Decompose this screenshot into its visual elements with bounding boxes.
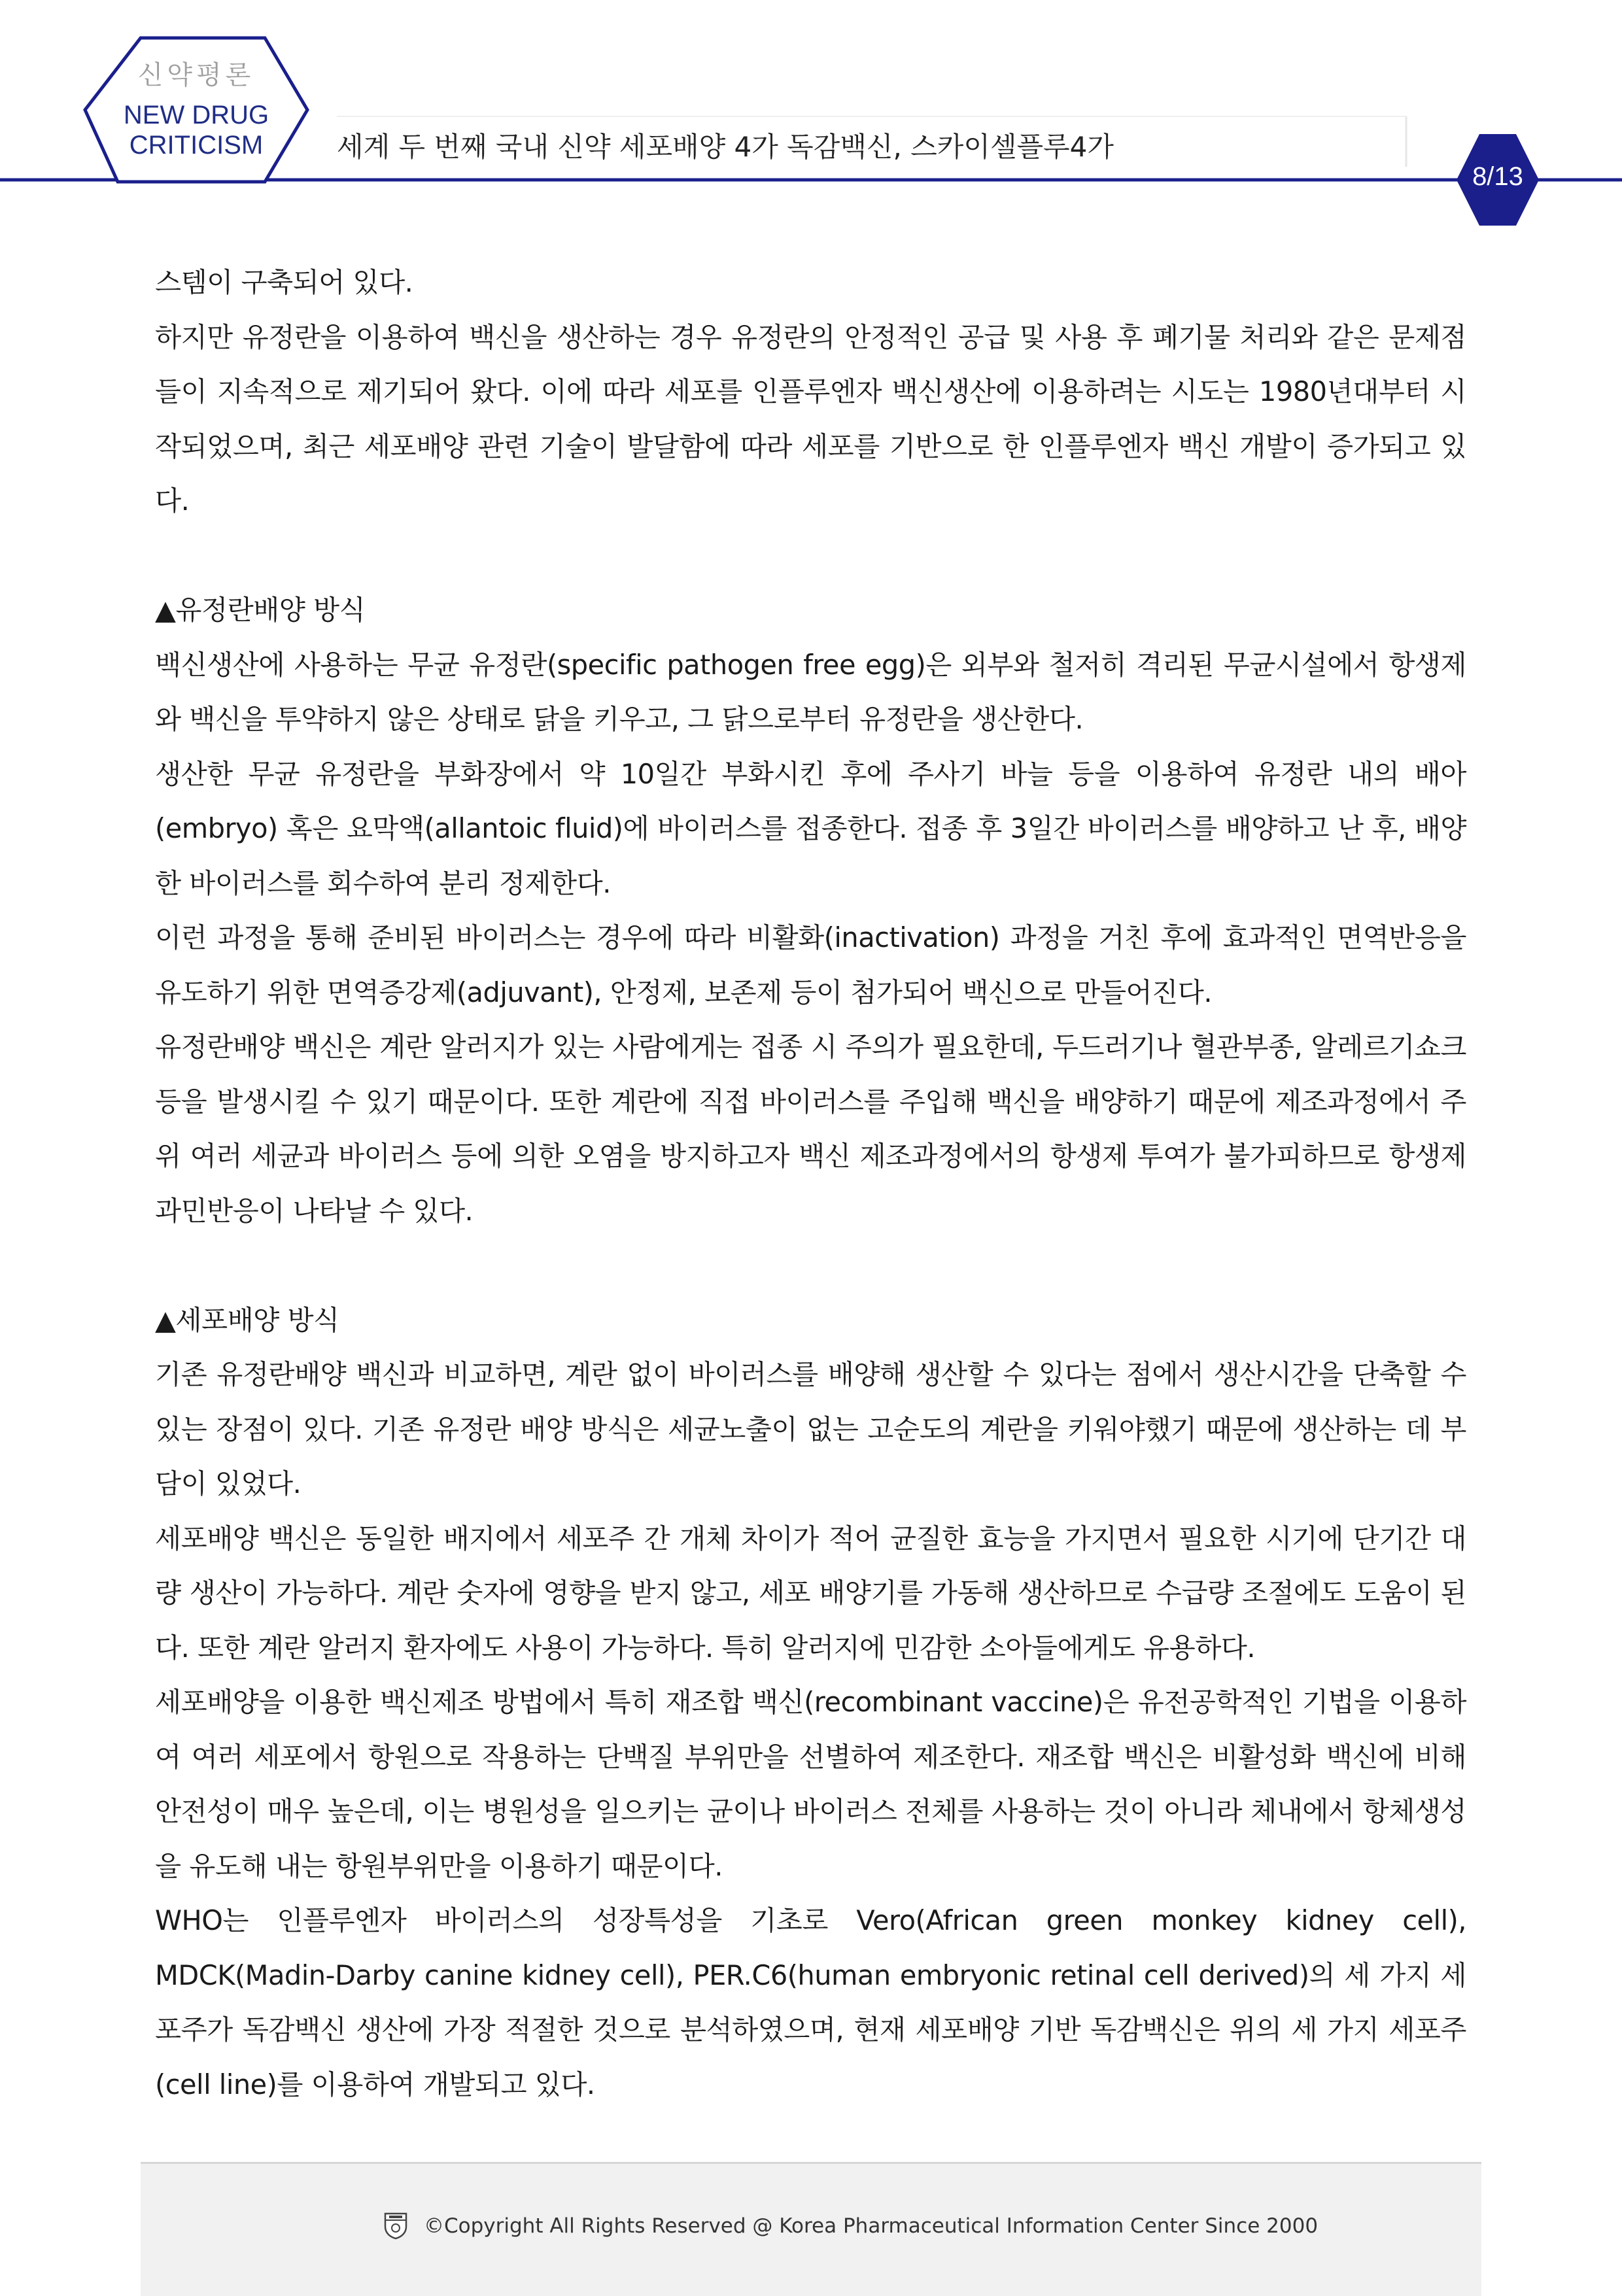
article-title: 세계 두 번째 국내 신약 세포배양 4가 독감백신, 스카이셀플루4가	[337, 131, 1114, 163]
logo-korean: 신약평론	[137, 61, 255, 90]
paragraph: 하지만 유정란을 이용하여 백신을 생산하는 경우 유정란의 안정적인 공급 및 사용 후 폐기물 처리와 같은 문제점들이 지속적으로 제기되어 왔다. 이에 따라 세포를 인플루엔자 백신생산에 이용하려는 시도는 1980년대부터 시작되었으며, 최근 세포배양 관련 기술이 발달함에 따라 세포를 기반으로 한 인플루엔자 백신 개발이 증가되고 있다.	[155, 320, 1466, 517]
copyright-text: ©Copyright All Rights Reserved @ Korea Pharmaceutical Information Center Since 2000	[424, 2214, 1319, 2238]
section-heading-cell: ▲세포배양 방식	[155, 1303, 339, 1336]
article-body	[155, 255, 1466, 2112]
paragraph: WHO는 인플루엔자 바이러스의 성장특성을 기초로 Vero(African green monkey kidney cell), MDCK(Madin-Darby canine kidney cell), PER.C6(human embryonic retinal cell derived)의 세 가지 세포주가 독감백신 생산에 가장 적절한 것으로 분석하였으며, 현재 세포배양 기반 독감백신은 위의 세 가지 세포주(cell line)를 이용하여 개발되고 있다.	[155, 1904, 1466, 2100]
section-heading-egg: ▲유정란배양 방식	[155, 594, 366, 626]
logo	[98, 62, 294, 160]
paragraph: 백신생산에 사용하는 무균 유정란(specific pathogen free egg)은 외부와 철저히 격리된 무균시설에서 항생제와 백신을 투약하지 않은 상태로 닭을 키우고, 그 닭으로부터 유정란을 생산한다.	[155, 648, 1466, 735]
page-number: 8/13	[1472, 162, 1523, 191]
paragraph: 세포배양을 이용한 백신제조 방법에서 특히 재조합 백신(recombinant vaccine)은 유전공학적인 기법을 이용하여 여러 세포에서 항원으로 작용하는 단백질 부위만을 선별하여 제조한다. 재조합 백신은 비활성화 백신에 비해 안전성이 매우 높은데, 이는 병원성을 일으키는 균이나 바이러스 전체를 사용하는 것이 아니라 체내에서 항체생성을 유도해 내는 항원부위만을 이용하기 때문이다.	[155, 1686, 1466, 1882]
paragraph: 스템이 구축되어 있다.	[155, 266, 413, 298]
paragraph: 이런 과정을 통해 준비된 바이러스는 경우에 따라 비활화(inactivation) 과정을 거친 후에 효과적인 면역반응을 유도하기 위한 면역증강제(adjuvant), 안정제, 보존제 등이 첨가되어 백신으로 만들어진다.	[155, 921, 1466, 1008]
paragraph: 기존 유정란배양 백신과 비교하면, 계란 없이 바이러스를 배양해 생산할 수 있다는 점에서 생산시간을 단축할 수 있는 장점이 있다. 기존 유정란 배양 방식은 세균노출이 없는 고순도의 계란을 키워야했기 때문에 생산하는 데 부담이 있었다.	[155, 1358, 1466, 1499]
logo-english-line2: CRITICISM	[129, 131, 264, 160]
paragraph: 세포배양 백신은 동일한 배지에서 세포주 간 개체 차이가 적어 균질한 효능을 가지면서 필요한 시기에 단기간 대량 생산이 가능하다. 계란 숫자에 영향을 받지 않고, 세포 배양기를 가동해 생산하므로 수급량 조절에도 도움이 된다. 또한 계란 알러지 환자에도 사용이 가능하다. 특히 알러지에 민감한 소아들에게도 유용하다.	[155, 1522, 1466, 1664]
logo-english-line1: NEW DRUG	[123, 101, 269, 129]
kpic-emblem-icon	[383, 2211, 409, 2240]
paragraph: 생산한 무균 유정란을 부화장에서 약 10일간 부화시킨 후에 주사기 바늘 등을 이용하여 유정란 내의 배아(embryo) 혹은 요막액(allantoic fluid)에 바이러스를 접종한다. 접종 후 3일간 바이러스를 배양하고 난 후, 배양한 바이러스를 회수하여 분리 정제한다.	[155, 757, 1466, 899]
paragraph: 유정란배양 백신은 계란 알러지가 있는 사람에게는 접종 시 주의가 필요한데, 두드러기나 혈관부종, 알레르기쇼크 등을 발생시킬 수 있기 때문이다. 또한 계란에 직접 바이러스를 주입해 백신을 배양하기 때문에 제조과정에서 주위 여러 세균과 바이러스 등에 의한 오염을 방지하고자 백신 제조과정에서의 항생제 투여가 불가피하므로 항생제 과민반응이 나타날 수 있다.	[155, 1031, 1466, 1227]
